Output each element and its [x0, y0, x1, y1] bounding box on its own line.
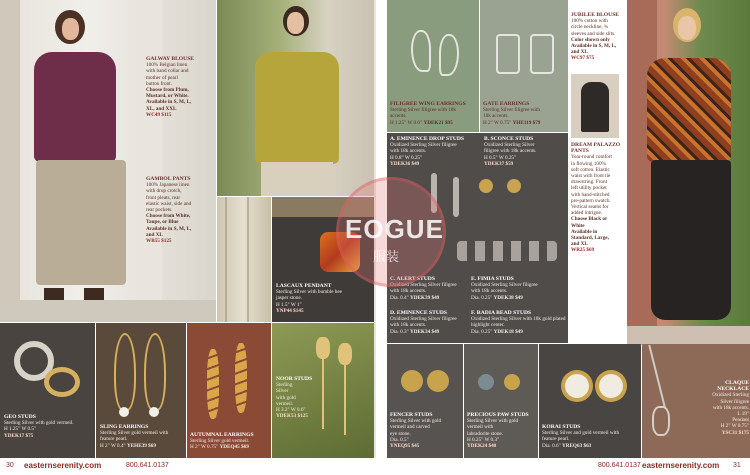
galway-sku: WC49: [146, 111, 161, 118]
geo-caption: [4, 414, 94, 439]
gambol-sku: WB55: [146, 238, 160, 245]
dream-title: DREAM PALAZZO PANTS: [571, 142, 621, 155]
radia-line: Oxidized Sterling Silver with 18k gold plated: [471, 316, 566, 323]
filigree-caption: [390, 101, 480, 126]
footer: [0, 458, 750, 475]
lascaux-line: H 1.5" W 1": [276, 301, 302, 308]
claque-dim: L 19": [737, 411, 749, 418]
jubilee-line: 100% cotton with: [571, 18, 608, 25]
lascaux-price: $145: [293, 307, 304, 314]
jubilee-back-photo: [571, 74, 619, 138]
galway-line: mother of pearl: [146, 74, 178, 81]
sconce-title: B. SCONCE STUDS: [484, 136, 534, 142]
sling-line: feature pearl.: [100, 436, 128, 443]
galway-line: with band collar and: [146, 68, 189, 75]
dream-line: White: [571, 222, 585, 229]
autumnal-caption: [190, 432, 272, 451]
fencer-line: Dia. 0.5": [390, 436, 409, 443]
noor-price: $125: [297, 413, 308, 420]
gambol-title: GAMBOL PANTS: [146, 176, 191, 182]
jubilee-line: Color shown only: [571, 36, 610, 43]
filigree-title: FILIGREE WING EARRINGS: [390, 101, 466, 107]
galway-line: 100% Belgian linen: [146, 62, 188, 69]
eminence-drop-dim: H 0.8" W 0.25": [390, 154, 423, 161]
alert-line: Oxidized Sterling Silver filigree: [390, 282, 457, 289]
radia-sku: YDEK18: [493, 328, 514, 335]
gambol-line: with drop crotch,: [146, 188, 182, 195]
filigree-dim: H 1.25" W 0.6": [390, 119, 423, 126]
gate-dim: H 2" W 0.75": [483, 119, 512, 126]
sconce-dim: H 0.5" W 0.25": [484, 154, 517, 161]
fimia-dim: Dia. 0.25": [471, 294, 493, 301]
eminence-drop-caption: [390, 136, 478, 167]
eminence-drop-title: A. EMINENCE DROP STUDS: [390, 136, 464, 142]
dream-line: Choose Black or: [571, 216, 608, 223]
dream-line: in flowing 100%: [571, 160, 606, 167]
mustard-blouse-photo: [217, 0, 375, 196]
gate-line: 18k accents.: [483, 113, 509, 120]
galway-line: Choose from Plum,: [146, 87, 189, 94]
right-site-link[interactable]: easternserenity.com: [642, 461, 720, 470]
gate-line: Sterling Silver filigree with: [483, 107, 540, 114]
jubilee-title: JUBILEE BLOUSE: [571, 12, 620, 18]
sconce-sku: YDEK37: [484, 160, 505, 167]
geo-price: $75: [25, 432, 34, 439]
dream-line: Vertical seams for: [571, 204, 609, 211]
pants-detail-photo: [217, 197, 271, 322]
precious-sku: YDEK24: [467, 443, 488, 450]
dream-line: soft cotton. Elastic: [571, 166, 610, 173]
korai-dim: Dia. 0.6": [542, 442, 561, 449]
korai-line: Sterling Silver and gold vermeil with: [542, 430, 620, 437]
filigree-sku: YDEK21: [423, 119, 444, 126]
geo-line: Sterling Silver with gold vermeil.: [4, 420, 74, 427]
radia-dim: Dia. 0.25": [471, 328, 493, 335]
eminence-drop-price: $49: [411, 160, 420, 167]
fimia-price: $49: [515, 294, 523, 301]
fencer-price: $45: [411, 443, 420, 450]
watermark-logo: [336, 177, 446, 287]
claque-title: CLAQUE NECKLACE: [717, 380, 749, 393]
watermark-sub: 服装: [373, 249, 400, 264]
gambol-price: $125: [161, 238, 172, 245]
fimia-title: E. FIMIA STUDS: [471, 276, 514, 282]
galway-blouse-caption: [146, 56, 214, 118]
dream-price: $69: [586, 247, 595, 254]
radia-line: highlight center.: [471, 322, 505, 329]
alert-sku: YDEK39: [409, 294, 431, 301]
korai-price: $63: [583, 442, 592, 449]
claque-dim2: H 2" W 0.75": [720, 423, 749, 430]
noor-line: Sterling: [276, 382, 293, 389]
galway-model-photo: [0, 0, 216, 322]
dream-pants-caption: [571, 142, 625, 254]
filigree-line: Sterling Silver filigree with 18k: [390, 107, 456, 114]
eminence-studs-title: D. EMINENCE STUDS: [390, 310, 448, 316]
jubilee-model-photo: [627, 0, 750, 345]
gambol-line: Taupe, or Blue: [146, 219, 179, 226]
sconce-price: $59: [505, 160, 514, 167]
fimia-caption: [471, 276, 568, 301]
sling-title: SLING EARRINGS: [100, 424, 149, 430]
noor-dim: H 3.2" W 0.6": [276, 407, 306, 414]
left-phone: 800.641.0137: [126, 462, 169, 469]
noor-line: vermeil.: [276, 400, 294, 407]
claque-caption: [697, 380, 749, 436]
claque-line: Silver filigree: [720, 398, 749, 405]
claque-sku: YSC31: [721, 429, 738, 436]
fencer-caption: [390, 412, 462, 449]
precious-title: PRECIOUS PAW STUDS: [467, 412, 529, 418]
sconce-line: filigree with 18k accents.: [484, 148, 537, 155]
precious-line: Sterling Silver with gold: [467, 418, 519, 425]
jubilee-line: and XL: [571, 49, 588, 56]
radia-caption: [471, 310, 568, 335]
jubilee-sku: WC97: [571, 55, 586, 62]
claque-sub: Pendant: [732, 417, 749, 424]
korai-title: KORAI STUDS: [542, 424, 581, 430]
noor-caption: [276, 376, 316, 419]
galway-line: button front.: [146, 80, 172, 87]
noor-title: NOOR STUDS: [276, 376, 313, 382]
lascaux-title: LASCAUX PENDANT: [276, 283, 332, 289]
korai-line: feature pearl.: [542, 436, 570, 443]
dream-line: Standard, Large,: [571, 235, 609, 242]
korai-sku: YREQ63: [561, 442, 583, 449]
fencer-line: Sterling Silver with gold: [390, 418, 442, 425]
gambol-line: Available in S, M, L,: [146, 225, 192, 232]
lascaux-caption: [276, 283, 372, 314]
gambol-line: elastic waist, side and: [146, 200, 192, 207]
alert-title: C. ALERT STUDS: [390, 276, 435, 282]
autumnal-sku: YDEQ45: [219, 444, 240, 451]
watermark-text: EOGUE: [345, 214, 444, 244]
geo-sku: YDEK17: [4, 432, 25, 439]
dream-line: Year-round comfort: [571, 154, 613, 161]
dream-sku: WR25: [571, 247, 586, 254]
precious-line: labradorite stone.: [467, 430, 504, 437]
eminence-studs-line: with 18k accents.: [390, 322, 427, 329]
korai-caption: [542, 424, 640, 449]
fimia-line: with 18k accents.: [471, 288, 508, 295]
galway-line: Mustard, or White.: [146, 93, 189, 100]
jubilee-line: circle neckline, ¾: [571, 24, 608, 31]
dream-line: pre-pattern swatch.: [571, 197, 611, 204]
autumnal-price: $69: [241, 444, 249, 451]
gambol-line: rear pockets.: [146, 207, 173, 214]
alert-price: $49: [431, 294, 440, 301]
filigree-price: $95: [444, 119, 453, 126]
dream-line: waist with front tie: [571, 173, 611, 180]
right-phone: 800.641.0137: [598, 462, 641, 469]
galway-title: GALWAY BLOUSE: [146, 56, 195, 62]
precious-dim: H 0.25" W 0.3": [467, 436, 500, 443]
dream-line: and XL: [571, 241, 588, 248]
gate-title: GATE EARRINGS: [483, 101, 530, 107]
sling-sku: YEHE39: [126, 442, 147, 449]
jubilee-price: $75: [586, 55, 595, 62]
filigree-line: accents.: [390, 113, 407, 120]
radia-price: $49: [515, 328, 523, 335]
lascaux-line: Sterling Silver with bumble bee: [276, 289, 342, 296]
eminence-studs-sku: YDEK34: [409, 328, 431, 335]
claque-line: Oxidized Sterling: [712, 392, 749, 399]
noor-line: Silver: [276, 388, 289, 395]
galway-price: $115: [161, 111, 172, 118]
noor-sku: YDEK53: [276, 413, 297, 420]
eminence-drop-line: with 18k accents.: [390, 148, 427, 155]
dream-line: with hand-stitched: [571, 191, 610, 198]
fencer-line: eye stone.: [390, 430, 411, 437]
galway-line: Available in S, M, L,: [146, 99, 192, 106]
sling-price: $69: [148, 442, 156, 449]
eminence-drop-sku: YDEK36: [390, 160, 411, 167]
eminence-studs-price: $49: [431, 328, 440, 335]
autumnal-dim: H 2" W 0.75": [190, 444, 219, 451]
claque-price: $175: [738, 429, 749, 436]
jubilee-line: sleeves and side slits.: [571, 30, 616, 37]
left-site-link[interactable]: easternserenity.com: [24, 461, 102, 470]
lascaux-sku: YNP44: [276, 307, 292, 314]
fimia-line: Oxidized Sterling Silver filigree: [471, 282, 538, 289]
gambol-pants-caption: [146, 176, 214, 244]
fencer-sku: YNEQ95: [390, 443, 411, 450]
eminence-drop-line: Oxidized Sterling Silver filigree: [390, 142, 457, 149]
fimia-sku: YDEK38: [493, 294, 514, 301]
dream-line: left utility pocket: [571, 185, 607, 192]
gambol-line: Choose from White,: [146, 213, 191, 220]
left-page: [0, 0, 375, 458]
noor-line: with gold: [276, 394, 296, 401]
gambol-line: and XL: [146, 231, 163, 238]
gate-caption: [483, 101, 567, 126]
galway-line: XL, and XXL: [146, 105, 177, 112]
gate-sku: YHE119: [512, 119, 532, 126]
dream-line: drawstring. Front: [571, 179, 608, 186]
gambol-line: front pleats, rear: [146, 194, 181, 201]
alert-line: with 18k accents.: [390, 288, 427, 295]
right-page-number: 31: [733, 462, 741, 469]
fencer-line: vermeil and carved: [390, 424, 430, 431]
precious-price: $40: [488, 443, 497, 450]
geo-title: GEO STUDS: [4, 414, 36, 420]
precious-line: vermeil with: [467, 424, 494, 431]
eminence-studs-caption: [390, 310, 470, 335]
sling-line: Sterling Silver gold vermeil with: [100, 430, 169, 437]
autumnal-title: AUTUMNAL EARRINGS: [190, 432, 254, 438]
geo-dim: H 1.25" W 0.5": [4, 426, 37, 433]
lascaux-line: jasper stone.: [276, 295, 302, 302]
autumnal-line: Sterling Silver gold vermeil.: [190, 438, 250, 445]
left-page-number: 30: [6, 462, 14, 469]
jubilee-line: Available in S, M, L,: [571, 43, 617, 50]
fencer-title: FENCER STUDS: [390, 412, 433, 418]
gambol-line: 100% Japanese linen: [146, 182, 190, 189]
dream-line: Available in: [571, 228, 598, 235]
alert-dim: Dia. 0.4": [390, 294, 409, 301]
precious-paw-caption: [467, 412, 539, 449]
eminence-studs-line: Oxidized Sterling Silver filigree: [390, 316, 457, 323]
sling-dim: H 2" W 0.4": [100, 442, 126, 449]
claque-line: with 18k accents.: [712, 404, 749, 411]
eminence-studs-dim: Dia. 0.3": [390, 328, 409, 335]
radia-title: F. RADIA BEAD STUDS: [471, 310, 532, 316]
jubilee-caption: [571, 12, 623, 62]
sling-caption: [100, 424, 186, 449]
sconce-caption: [484, 136, 568, 167]
sconce-line: Oxidized Sterling Silver: [484, 142, 535, 149]
dream-line: added intrigue.: [571, 210, 603, 217]
gate-price: $79: [532, 119, 541, 126]
